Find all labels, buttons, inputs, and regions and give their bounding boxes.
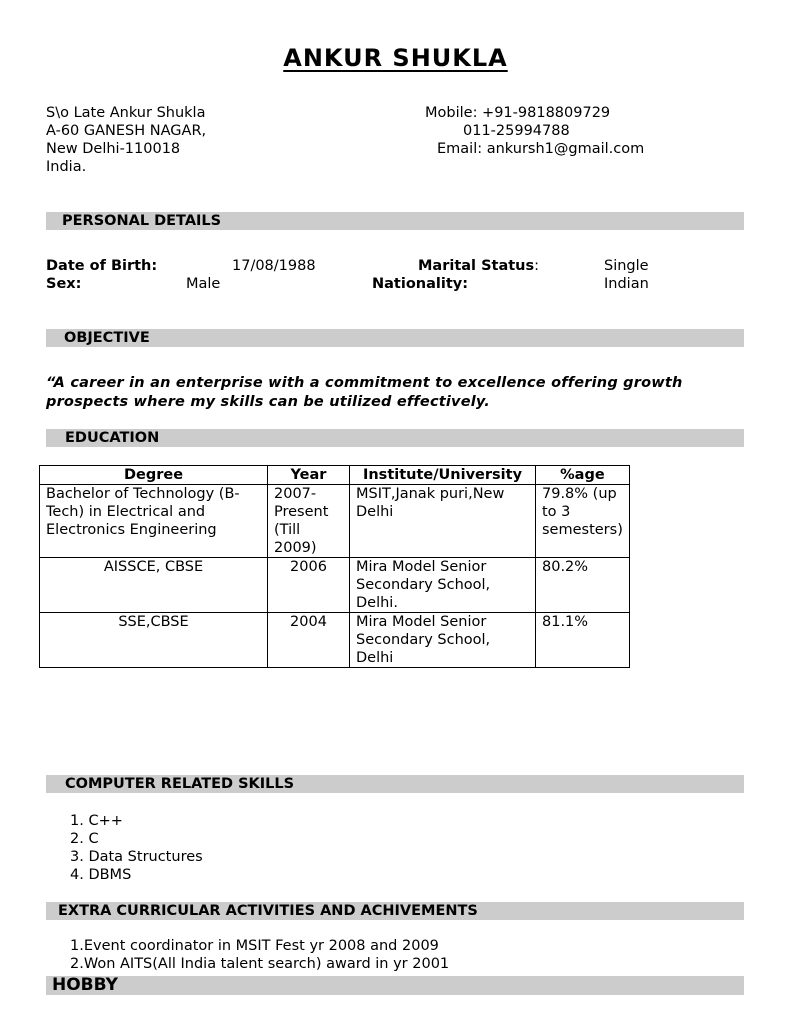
address-line-4: India. xyxy=(46,159,87,175)
section-personal-details: PERSONAL DETAILS xyxy=(46,212,744,230)
contact-mobile: Mobile: +91-9818809729 xyxy=(425,105,611,121)
institute-cell: Mira Model Senior Secondary School, Delhi xyxy=(350,613,536,668)
percentage-cell: 80.2% xyxy=(536,558,630,613)
table-row xyxy=(40,613,630,668)
section-extra-curricular: EXTRA CURRICULAR ACTIVITIES AND ACHIVEMENTS xyxy=(46,902,744,920)
header-year: Year xyxy=(268,466,350,485)
dob-value: 17/08/1988 xyxy=(232,258,316,274)
section-objective: OBJECTIVE xyxy=(46,329,744,347)
section-computer-skills: COMPUTER RELATED SKILLS xyxy=(46,775,744,793)
contact-email: Email: ankursh1@gmail.com xyxy=(437,141,645,157)
skills-list xyxy=(70,812,203,884)
institute-cell: Mira Model Senior Secondary School, Delhi. xyxy=(350,558,536,613)
resume-name: ANKUR SHUKLA xyxy=(283,44,508,72)
list-item: 1. C++ xyxy=(70,813,123,829)
degree-cell: SSE,CBSE xyxy=(40,613,268,668)
objective-text: “A career in an enterprise with a commitment to excellence offering growth prospects where my skills can be utilized effectively. xyxy=(46,375,683,410)
marital-colon: : xyxy=(534,258,540,274)
list-item: 1.Event coordinator in MSIT Fest yr 2008 and 2009 xyxy=(70,938,439,954)
extra-list xyxy=(70,937,449,973)
contact-phone: 011-25994788 xyxy=(463,123,570,139)
degree-cell: Bachelor of Technology (B-Tech) in Electrical and Electronics Engineering xyxy=(40,485,268,558)
year-cell: 2006 xyxy=(268,558,350,613)
list-item: 2. C xyxy=(70,831,99,847)
marital-status xyxy=(418,257,539,275)
year-cell: 2007-Present (Till 2009) xyxy=(268,485,350,558)
address-line-3: New Delhi-110018 xyxy=(46,141,181,157)
sex-label: Sex: xyxy=(46,276,82,292)
address-line-2: A-60 GANESH NAGAR, xyxy=(46,123,207,139)
marital-value: Single xyxy=(604,258,649,274)
section-hobby: HOBBY xyxy=(46,976,744,995)
percentage-cell: 81.1% xyxy=(536,613,630,668)
marital-label: Marital Status xyxy=(418,258,535,274)
table-row xyxy=(40,485,630,558)
institute-cell: MSIT,Janak puri,New Delhi xyxy=(350,485,536,558)
table-header-row xyxy=(40,466,630,485)
list-item: 2.Won AITS(All India talent search) award in yr 2001 xyxy=(70,956,450,972)
degree-cell: AISSCE, CBSE xyxy=(40,558,268,613)
list-item: 4. DBMS xyxy=(70,867,132,883)
section-education: EDUCATION xyxy=(46,429,744,447)
sex-value: Male xyxy=(186,276,221,292)
list-item: 3. Data Structures xyxy=(70,849,203,865)
header-percentage: %age xyxy=(536,466,630,485)
year-cell: 2004 xyxy=(268,613,350,668)
nationality-label: Nationality: xyxy=(372,276,469,292)
table-row xyxy=(40,558,630,613)
education-table xyxy=(39,465,630,668)
address-line-1: S\o Late Ankur Shukla xyxy=(46,105,206,121)
dob-label: Date of Birth: xyxy=(46,258,158,274)
percentage-cell: 79.8% (up to 3 semesters) xyxy=(536,485,630,558)
header-degree: Degree xyxy=(40,466,268,485)
header-institute: Institute/University xyxy=(350,466,536,485)
nationality-value: Indian xyxy=(604,276,649,292)
